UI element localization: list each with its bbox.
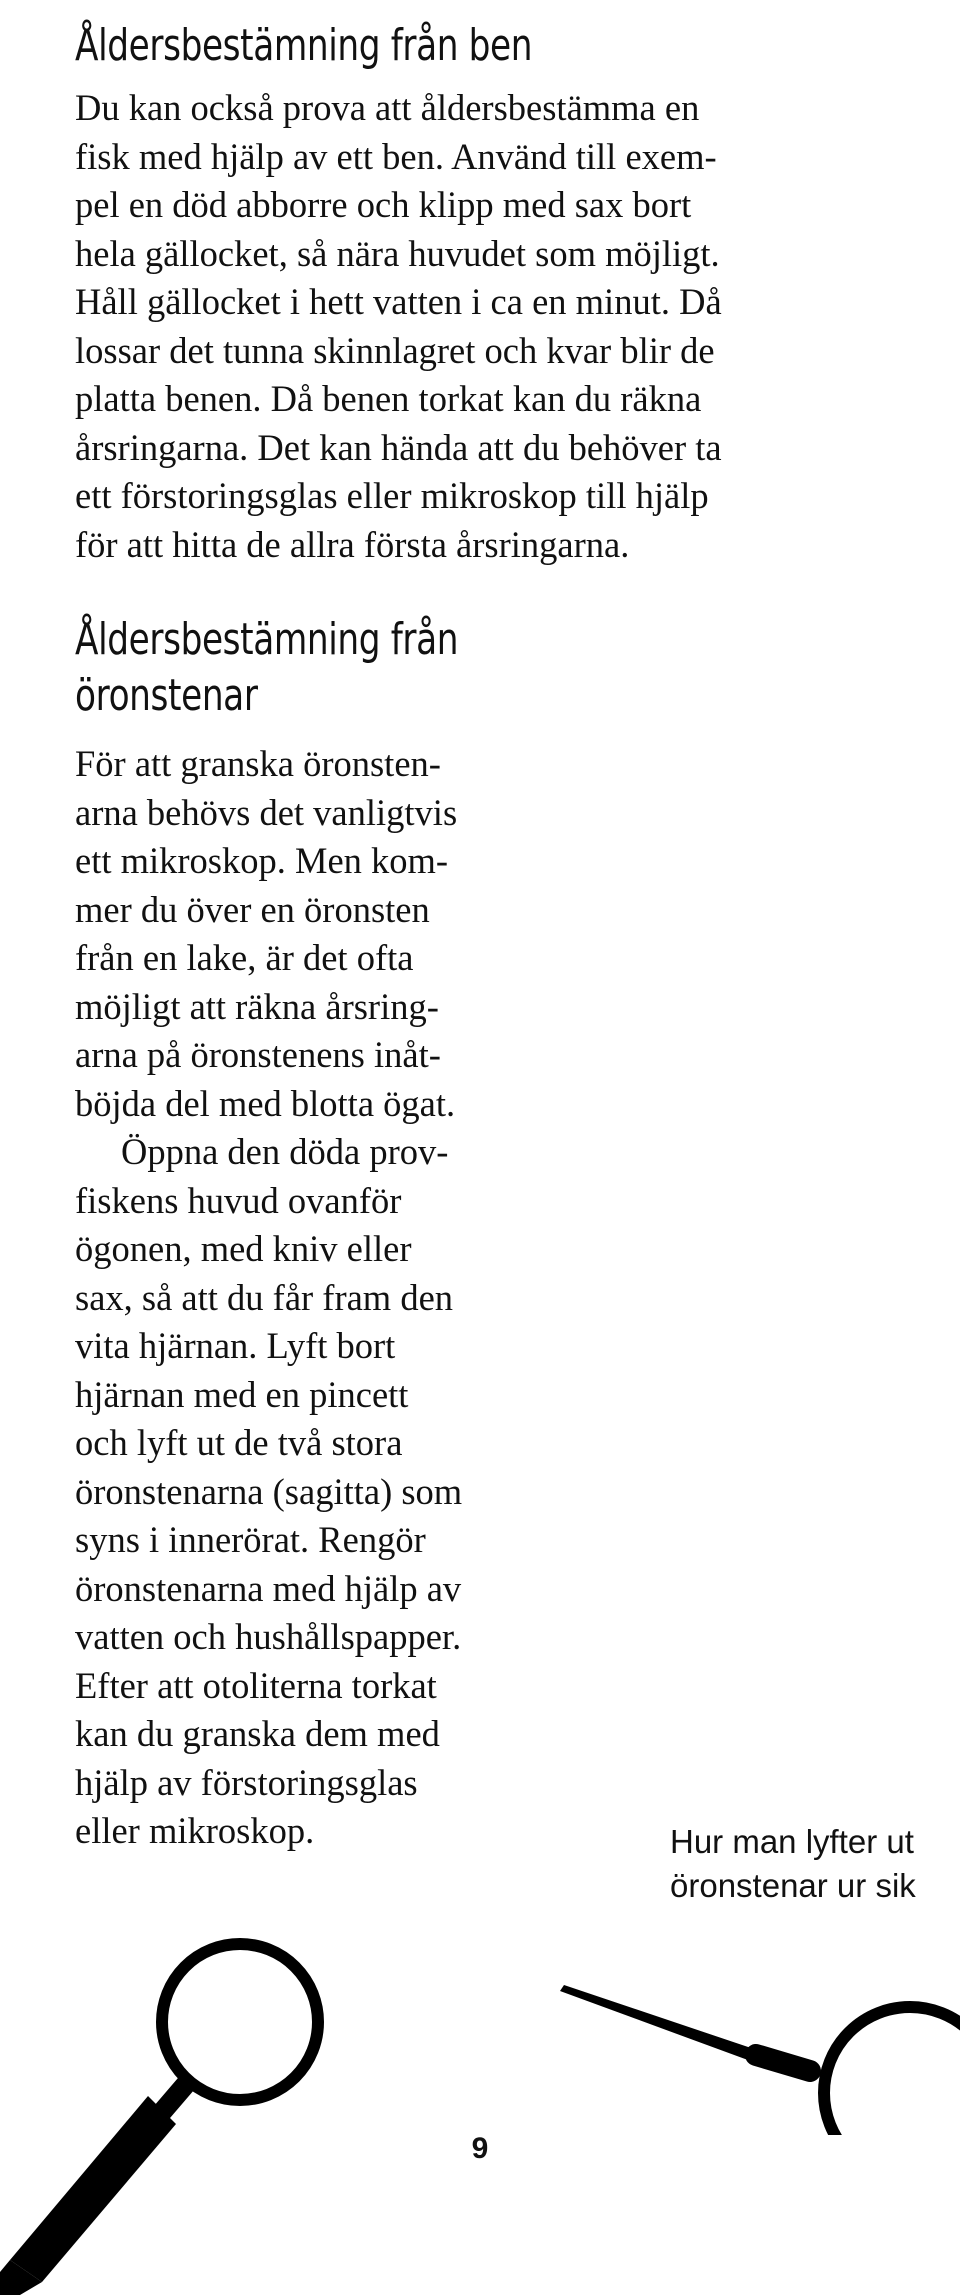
- text-line: öronstenarna (sagitta) som: [75, 1470, 463, 1512]
- text-line: kan du granska dem med: [75, 1713, 440, 1754]
- text-line: för att hitta de allra första årsringarna.: [75, 523, 630, 565]
- text-line: För att granska öronsten-: [75, 743, 441, 784]
- paragraph-bone: [75, 84, 722, 569]
- caption-line: öronstenar ur sik: [670, 1867, 916, 1904]
- text-line: mer du över en öronsten: [75, 888, 430, 930]
- heading-line: öronstenar: [75, 670, 258, 721]
- text-line: och lyft ut de två stora: [75, 1422, 403, 1463]
- text-line: möjligt att räkna årsring-: [75, 985, 439, 1027]
- text-line: fiskens huvud ovanför: [75, 1179, 402, 1221]
- text-line: Öppna den döda prov-: [121, 1131, 449, 1172]
- section-heading-bone: Åldersbestämning från ben: [75, 20, 533, 71]
- text-line: vita hjärnan. Lyft bort: [75, 1325, 396, 1366]
- heading-line: Åldersbestämning från: [75, 614, 459, 665]
- text-line: syns i innerörat. Rengör: [75, 1519, 426, 1560]
- text-line: från en lake, är det ofta: [75, 937, 414, 978]
- text-line: ett förstoringsglas eller mikroskop till hjälp: [75, 475, 709, 516]
- text-line: sax, så att du får fram den: [75, 1276, 454, 1318]
- caption-line: Hur man lyfter ut: [670, 1823, 914, 1860]
- text-line: hjälp av förstoringsglas: [75, 1761, 418, 1803]
- paragraph-otoliths-2: [75, 1128, 462, 1856]
- text-line: lossar det tunna skinnlagret och kvar blir de: [75, 329, 715, 371]
- text-line: årsringarna. Det kan hända att du behöver ta: [75, 426, 722, 468]
- text-line: ett mikroskop. Men kom-: [75, 840, 449, 881]
- text-line: öronstenarna med hjälp av: [75, 1567, 462, 1609]
- text-line: Du kan också prova att åldersbestämma en: [75, 87, 700, 128]
- text-line: arna på öronstenens inåt-: [75, 1034, 441, 1075]
- text-line: Efter att otoliterna torkat: [75, 1664, 437, 1706]
- text-line: eller mikroskop.: [75, 1810, 315, 1851]
- text-line: vatten och hushållspapper.: [75, 1616, 462, 1657]
- text-line: hjärnan med en pincett: [75, 1373, 409, 1415]
- text-line: böjda del med blotta ögat.: [75, 1082, 456, 1124]
- text-line: platta benen. Då benen torkat kan du räkna: [75, 378, 702, 419]
- text-line: pel en död abborre och klipp med sax bort: [75, 184, 692, 225]
- text-line: Håll gällocket i hett vatten i ca en minut. Då: [75, 281, 722, 322]
- text-line: ögonen, med kniv eller: [75, 1228, 412, 1269]
- magnifying-glass-icon: [560, 1985, 960, 2135]
- text-line: hela gällocket, så nära huvudet som möjligt.: [75, 232, 720, 274]
- figure-caption: [670, 1820, 916, 1908]
- paragraph-otoliths-1: [75, 740, 457, 1128]
- text-line: arna behövs det vanligtvis: [75, 791, 458, 833]
- page-number: 9: [471, 2132, 489, 2165]
- text-line: fisk med hjälp av ett ben. Använd till exem-: [75, 135, 717, 177]
- section-heading-otoliths: [75, 612, 458, 724]
- magnifying-glass-icon: [0, 1900, 360, 2295]
